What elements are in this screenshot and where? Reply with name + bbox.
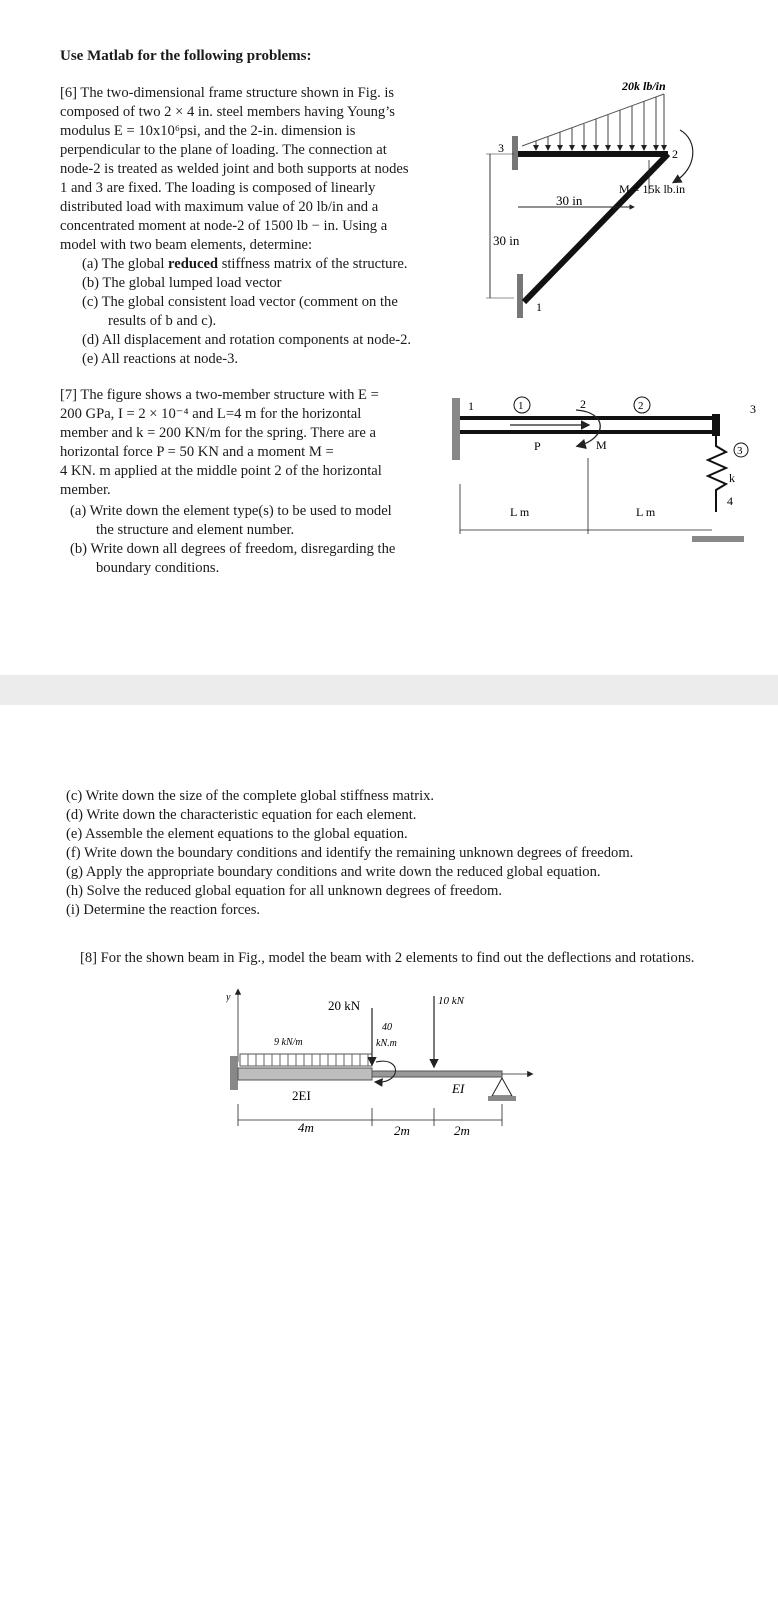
fig6-load-label: 20k lb/in [622,79,666,93]
p6-item [82,255,411,274]
page-divider [0,675,778,705]
p7-line: member. [60,482,111,498]
problem-7-continued [66,787,633,920]
p7-cont-item: (f) Write down the boundary conditions and identify the remaining unknown degrees of freedom. [66,845,634,861]
fig8-distributed-load-label: 9 kN/m [274,1037,303,1048]
p7-line: [7] The figure shows a two-member structure with E = [60,387,379,403]
p7-line: member and k = 200 KN/m for the spring. There are a [60,425,376,441]
fig8-beam-element-1 [238,1068,372,1080]
p6-item [82,350,411,369]
p6-line: [6] The two-dimensional frame structure shown in Fig. is [60,85,395,101]
p6-line: modulus E = 10x10⁶psi, and the 2-in. dimension is [60,123,356,139]
p6-item-text: (e) All reactions at node-3. [82,351,239,367]
fig8-pin-support [492,1078,512,1096]
figure-6-frame [484,70,744,330]
p7-item: the structure and element number. [96,522,295,538]
fig6-node-2: 2 [672,147,678,161]
fig7-dim-L2: L m [636,505,656,519]
fig7-P-label: P [534,439,541,453]
problem-6-items [82,255,411,369]
fig6-fixed-support-1 [517,274,523,318]
problem-7-items [70,502,395,578]
fig6-moment-label: M = 15k lb.in [619,182,686,196]
fig6-node-3: 3 [498,141,504,155]
p6-line: concentrated moment at node-2 of 1500 lb − in. Using a [60,218,388,234]
p7-cont-item: (c) Write down the size of the complete global stiffness matrix. [66,788,435,804]
fig8-beam-element-2 [372,1071,502,1077]
figure-8-beam [226,986,556,1146]
fig7-node-4: 4 [727,494,733,508]
document-heading: Use Matlab for the following problems: [60,48,312,64]
fig7-k-label: k [729,471,735,485]
p6-item [82,331,411,350]
fig7-node-2: 2 [580,397,586,411]
fig6-distributed-load-arrows [536,94,664,150]
p6-item-text: (d) All displacement and rotation components at node-2. [82,332,412,348]
p7-line: horizontal force P = 50 KN and a moment M = [60,444,334,460]
p6-item-text: (c) The global consistent load vector (comment on the [82,294,398,310]
fig8-dim-2m-a: 2m [394,1123,410,1138]
p7-item: boundary conditions. [96,560,220,576]
fig7-node-1: 1 [468,399,474,413]
fig6-node-1: 1 [536,300,542,314]
fig8-stiffness-element-1: 2EI [292,1088,311,1103]
fig6-member-diagonal [524,154,668,302]
fig7-dim-L1: L m [510,505,530,519]
fig7-ground [692,536,744,542]
p6-line: perpendicular to the plane of loading. The connection at [60,142,387,158]
p6-item-text-post: stiffness matrix of the structure. [218,256,408,272]
p6-item-text: (a) The global [82,256,169,272]
fig7-node-3: 3 [750,402,756,416]
p6-item-text: (b) The global lumped load vector [82,275,282,291]
figure-7-beam-spring [448,388,768,558]
p6-item [82,274,411,293]
fig6-dim-horizontal: 30 in [556,193,583,208]
p7-cont-item: (g) Apply the appropriate boundary conditions and write down the reduced global equation. [66,864,601,880]
problem-7-text [60,386,436,500]
fig6-fixed-support-3 [512,136,518,170]
fig7-element-3: 3 [737,445,743,457]
problem-8-text: [8] For the shown beam in Fig., model the beam with 2 elements to find out the deflections and rotations. [80,950,695,966]
fig8-force-20kN-label: 20 kN [328,998,361,1013]
p6-line: model with two beam elements, determine: [60,237,313,253]
fig8-moment-value: 40 [382,1022,392,1033]
fig8-y-axis-label: y [226,992,231,1003]
fig8-dim-4m: 4m [298,1120,314,1135]
fig8-force-10kN-label: 10 kN [438,995,464,1007]
p6-item-bold: reduced [168,256,219,272]
problem-6-text [60,84,462,255]
p7-line: 4 KN. m applied at the middle point 2 of the horizontal [60,463,382,479]
fig7-spring [708,436,726,512]
p7-cont-item: (e) Assemble the element equations to the global equation. [66,826,408,842]
fig7-element-2: 2 [638,400,644,412]
p6-line: distributed load with maximum value of 20 lb/in and a [60,199,379,215]
fig8-fixed-support [230,1056,238,1090]
fig8-dim-2m-b: 2m [454,1123,470,1138]
p6-line: composed of two 2 × 4 in. steel members having Young’s [60,104,395,120]
p7-cont-item: (i) Determine the reaction forces. [66,902,261,918]
p7-cont-item: (h) Solve the reduced global equation for all unknown degrees of freedom. [66,883,503,899]
fig6-dim-vertical: 30 in [493,233,520,248]
fig8-moment-unit: kN.m [376,1038,397,1049]
p6-item [82,312,411,331]
fig8-stiffness-element-2: EI [452,1081,465,1096]
fig7-element-1: 1 [518,400,524,412]
p7-item: (a) Write down the element type(s) to be used to model [70,503,392,519]
p6-item [82,293,411,312]
fig7-wall [452,398,460,460]
fig7-M-label: M [596,438,607,452]
p6-item-text: results of b and c). [108,313,217,329]
p6-line: 1 and 3 are fixed. The loading is composed of linearly [60,180,376,196]
p7-cont-item: (d) Write down the characteristic equation for each element. [66,807,417,823]
p7-line: 200 GPa, I = 2 × 10⁻⁴ and L=4 m for the horizontal [60,406,362,422]
p6-line: node-2 is treated as welded joint and both supports at nodes [60,161,409,177]
p7-item: (b) Write down all degrees of freedom, disregarding the [70,541,396,557]
